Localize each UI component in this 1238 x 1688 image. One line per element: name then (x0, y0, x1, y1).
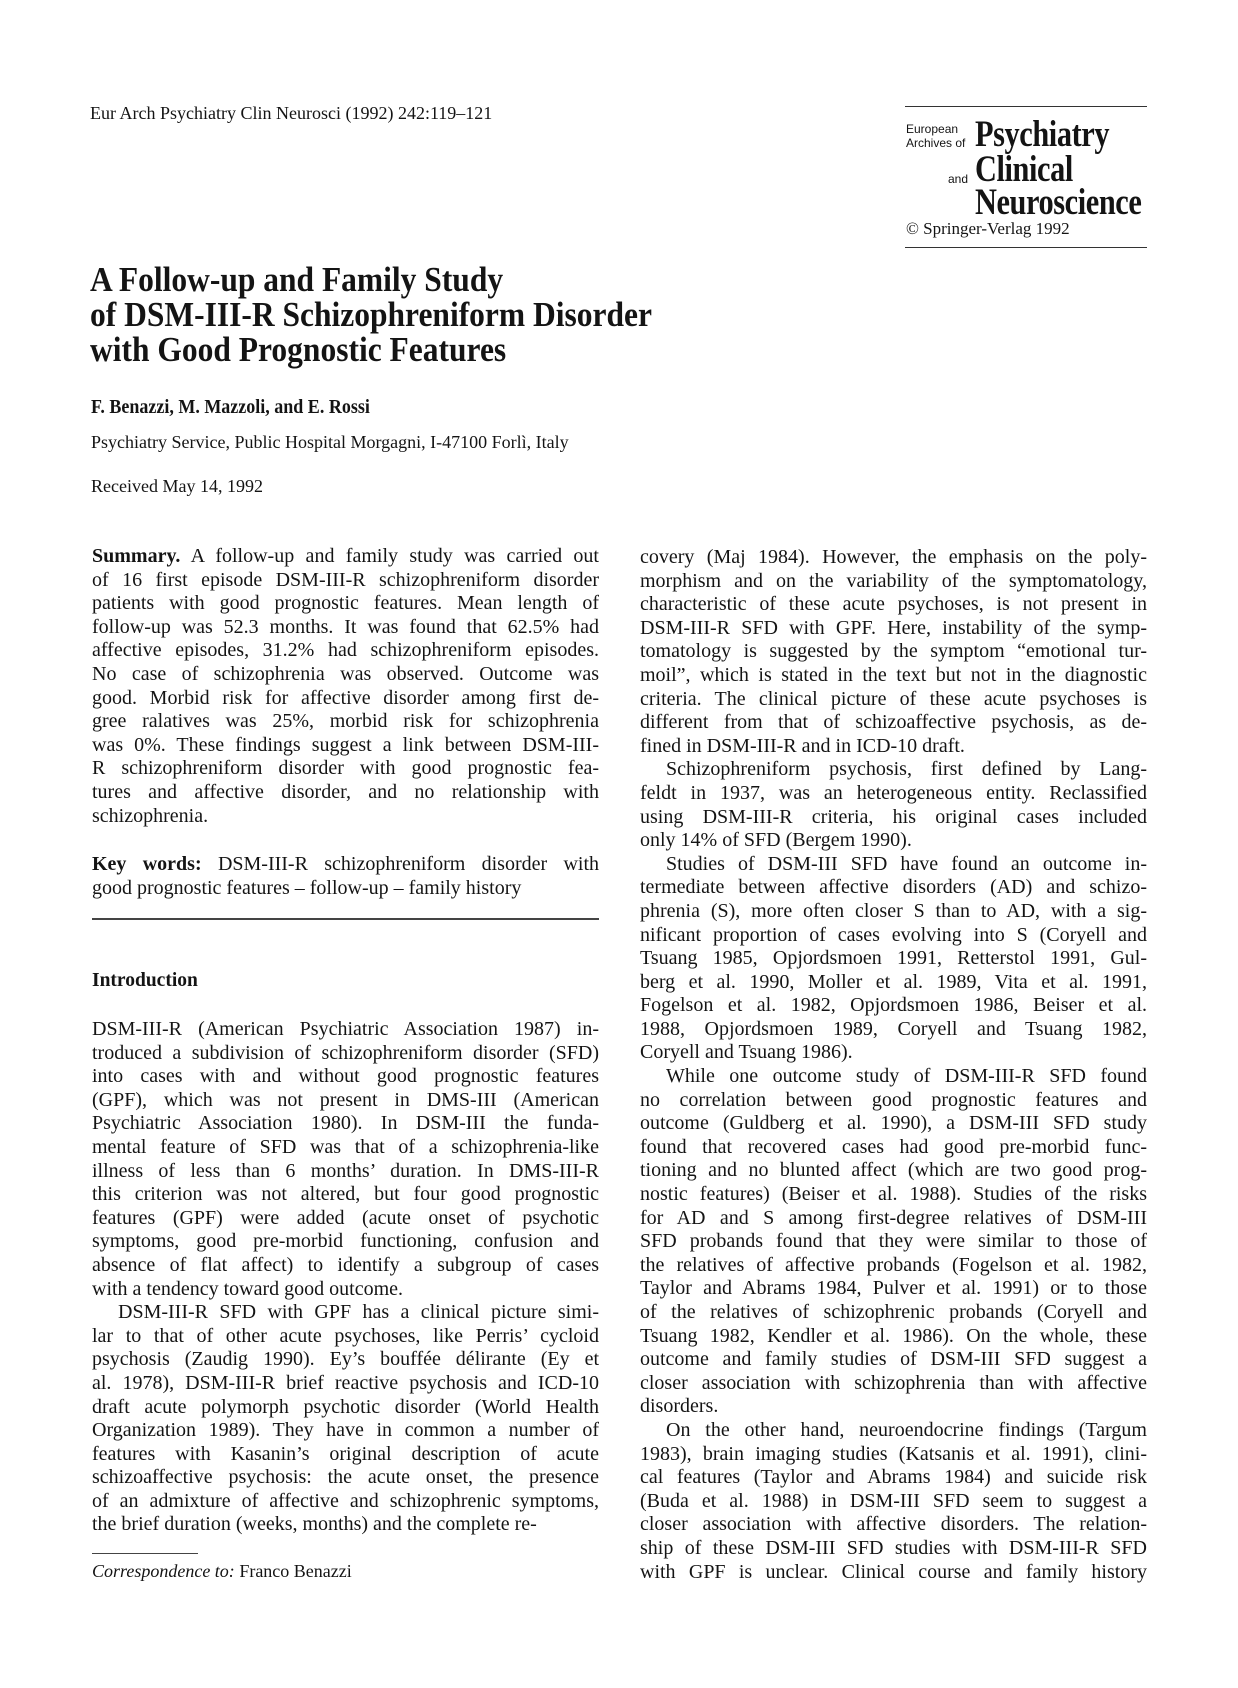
paragraph-line (92, 1160, 599, 1184)
line-text: different from that of schizoaffective psychosis, as de- (640, 711, 1147, 734)
paragraph-line (640, 1490, 1147, 1514)
line-text: DSM-III-R (American Psychiatric Association 1987) in- (92, 1018, 599, 1040)
line-text: berg et al. 1990, Moller et al. 1989, Vita et al. 1991, (640, 970, 1147, 993)
line-text: moil”, which is stated in the text but not in the diagnostic (640, 663, 1147, 686)
summary-line (92, 592, 599, 616)
keywords-label: Key words: (92, 853, 202, 875)
summary-line (92, 805, 599, 829)
line-text: into cases with and without good prognostic features (92, 1065, 599, 1088)
title-line: with Good Prognostic Features (90, 330, 507, 369)
paragraph-line (640, 1159, 1147, 1183)
line-text: outcome (Guldberg et al. 1990), a DSM-III SFD study (640, 1112, 1147, 1135)
paragraph-line (92, 1112, 599, 1136)
paragraph-line (640, 1395, 1147, 1419)
line-text: nostic features) (Beiser et al. 1988). Studies of the risks (640, 1183, 1147, 1206)
line-text: was 0%. These findings suggest a link between DSM-III- (92, 733, 599, 756)
paragraph-line (640, 640, 1147, 664)
summary-line (92, 687, 599, 711)
line-text: mental feature of SFD was that of a schizophrenia-like (92, 1135, 599, 1158)
line-text: Studies of DSM-III SFD have found an outcome in- (666, 852, 1147, 875)
line-text: symptoms, good pre-morbid functioning, confusion and (92, 1230, 599, 1253)
line-text: tomatology is suggested by the symptom “emotional tur- (640, 640, 1147, 663)
line-text: feldt in 1937, was an heterogeneous entity. Reclassified (640, 781, 1147, 804)
summary-line (92, 781, 599, 805)
line-text: morphism and on the variability of the symptomatology, (640, 569, 1147, 592)
line-text: closer association with affective disorders. The relation- (640, 1513, 1147, 1536)
line-text: for AD and S among first-degree relatives of DSM-III (640, 1206, 1147, 1229)
section-divider (92, 918, 599, 920)
paragraph-line (640, 1537, 1147, 1561)
line-text: of 16 first episode DSM-III-R schizophreniform disorder (92, 568, 599, 591)
line-text: features (GPF) were added (acute onset of psychotic (92, 1206, 599, 1229)
line-text: schizophrenia. (92, 804, 209, 827)
paragraph-line (640, 1065, 1147, 1089)
line-text: absence of flat affect) to identify a subgroup of cases (92, 1253, 599, 1276)
line-text: using DSM-III-R criteria, his original cases included (640, 805, 1147, 828)
paragraph-line (92, 1419, 599, 1443)
paragraph-line (640, 947, 1147, 971)
paragraph-line (640, 876, 1147, 900)
line-text: A follow-up and family study was carried out (190, 545, 599, 567)
paragraph-line (92, 1065, 599, 1089)
line-text: lar to that of other acute psychoses, like Perris’ cycloid (92, 1324, 599, 1347)
paragraph-line (92, 1513, 599, 1537)
line-text: 1988, Opjordsmoen 1989, Coryell and Tsuang 1982, (640, 1017, 1147, 1040)
correspondence-name: Franco Benazzi (239, 1561, 352, 1581)
paragraph-line (92, 1254, 599, 1278)
line-text: good. Morbid risk for affective disorder among first de- (92, 686, 599, 709)
line-text: no correlation between good prognostic features and (640, 1088, 1147, 1111)
paragraph-line (640, 1325, 1147, 1349)
line-text: illness of less than 6 months’ duration. In DMS-III-R (92, 1159, 599, 1182)
footnote-divider (92, 1553, 198, 1554)
paragraph-line (640, 971, 1147, 995)
line-text: fined in DSM-III-R and in ICD-10 draft. (640, 734, 965, 757)
journal-logo (905, 106, 1147, 248)
line-text: tures and affective disorder, and no relationship with (92, 780, 599, 803)
line-text: criteria. The clinical picture of these acute psychoses is (640, 687, 1147, 710)
line-text: follow-up was 52.3 months. It was found that 62.5% had (92, 615, 599, 638)
line-text: al. 1978), DSM-III-R brief reactive psychosis and ICD-10 (92, 1371, 599, 1394)
line-text: DSM-III-R SFD with GPF. Here, instability of the symp- (640, 616, 1147, 639)
line-text: nificant proportion of cases evolving into S (Coryell and (640, 923, 1147, 946)
summary-line (92, 710, 599, 734)
paragraph-line (92, 1207, 599, 1231)
paragraph-line (640, 924, 1147, 948)
line-text: Fogelson et al. 1982, Opjordsmoen 1986, Beiser et al. (640, 994, 1147, 1017)
line-text: (GPF), which was not present in DMS-III (American (92, 1088, 599, 1111)
paragraph-line (640, 782, 1147, 806)
summary-line (92, 616, 599, 640)
line-text: the relatives of affective probands (Fogelson et al. 1982, (640, 1253, 1147, 1276)
paragraph-line (92, 1230, 599, 1254)
summary-line (92, 734, 599, 758)
paragraph-line (640, 1443, 1147, 1467)
affiliation: Psychiatry Service, Public Hospital Morgagni, I-47100 Forlì, Italy (91, 432, 569, 452)
line-text: only 14% of SFD (Bergem 1990). (640, 829, 912, 852)
paragraph-line (640, 1136, 1147, 1160)
paragraph-line (640, 1466, 1147, 1490)
paragraph-line (92, 1042, 599, 1066)
paragraph-line (640, 1183, 1147, 1207)
paragraph-line (640, 1018, 1147, 1042)
summary (92, 545, 599, 828)
paragraph-line (92, 1278, 599, 1302)
line-text: Organization 1989). They have in common a number of (92, 1419, 599, 1442)
line-text: found that recovered cases had good pre-morbid func- (640, 1135, 1147, 1158)
line-text: R schizophreniform disorder with good prognostic fea- (92, 757, 599, 780)
line-text: features with Kasanin’s original description of acute (92, 1442, 599, 1465)
keywords-line (92, 853, 599, 877)
paragraph-line (640, 1230, 1147, 1254)
paragraph-line (92, 1301, 599, 1325)
paragraph-line (92, 1443, 599, 1467)
correspondence-footnote (92, 1561, 352, 1582)
paragraph-line (640, 1513, 1147, 1537)
line-text: cal features (Taylor and Abrams 1984) and suicide risk (640, 1466, 1147, 1489)
paragraph-line (640, 853, 1147, 877)
paragraph-line (640, 593, 1147, 617)
paragraph-line (640, 617, 1147, 641)
paragraph-line (640, 688, 1147, 712)
authors: F. Benazzi, M. Mazzoli, and E. Rossi (91, 396, 370, 418)
introduction-heading: Introduction (92, 970, 198, 991)
line-text: of the relatives of schizophrenic probands (Coryell and (640, 1301, 1147, 1323)
line-text: schizoaffective psychosis: the acute onset, the presence (92, 1466, 599, 1489)
introduction-body (92, 1018, 599, 1537)
line-text: termediate between affective disorders (AD) and schizo- (640, 876, 1147, 899)
paragraph-line (640, 1419, 1147, 1443)
paragraph-line (640, 806, 1147, 830)
keywords (92, 853, 599, 900)
logo-and: and (948, 172, 969, 186)
line-text: No case of schizophrenia was observed. Outcome was (92, 662, 599, 685)
paragraph-line (640, 570, 1147, 594)
line-text: DSM-III-R SFD with GPF has a clinical picture simi- (118, 1301, 599, 1324)
logo-psychiatry: Psychiatry (975, 114, 1110, 155)
line-text: While one outcome study of DSM-III-R SFD found (666, 1065, 1147, 1088)
line-text: disorders. (640, 1395, 719, 1418)
summary-line (92, 569, 599, 593)
paragraph-line (640, 1372, 1147, 1396)
line-text: good prognostic features – follow-up – family history (92, 876, 522, 899)
paragraph-line (640, 900, 1147, 924)
paragraph-line (640, 1089, 1147, 1113)
line-text: patients with good prognostic features. Mean length of (92, 592, 599, 615)
line-text: On the other hand, neuroendocrine findings (Targum (666, 1418, 1147, 1441)
paragraph-line (92, 1372, 599, 1396)
line-text: ship of these DSM-III SFD studies with DSM-III-R SFD (640, 1536, 1147, 1559)
paragraph-line (640, 994, 1147, 1018)
line-text: outcome and family studies of DSM-III SFD suggest a (640, 1348, 1147, 1371)
paragraph-line (640, 1301, 1147, 1325)
logo-neuroscience: Neuroscience (975, 182, 1142, 223)
line-text: tioning and no blunted affect (which are two good prog- (640, 1159, 1147, 1182)
line-text: of an admixture of affective and schizophrenic symptoms, (92, 1489, 599, 1512)
paragraph-line (640, 1561, 1147, 1585)
line-text: DSM-III-R schizophreniform disorder with (217, 853, 599, 875)
line-text: 1983), brain imaging studies (Katsanis et al. 1991), clini- (640, 1442, 1147, 1465)
line-text: Psychiatric Association 1980). In DSM-III the funda- (92, 1112, 599, 1135)
paragraph-line (640, 546, 1147, 570)
paragraph-line (92, 1325, 599, 1349)
paragraph-line (92, 1466, 599, 1490)
line-text: Tsuang 1982, Kendler et al. 1986). On the whole, these (640, 1324, 1147, 1347)
paragraph-line (640, 1254, 1147, 1278)
logo-clinical: Clinical (975, 149, 1073, 190)
paragraph-line (92, 1348, 599, 1372)
line-text: draft acute polymorph psychotic disorder (World Health (92, 1395, 599, 1418)
title-line: A Follow-up and Family Study (90, 260, 504, 299)
paragraph-line (92, 1089, 599, 1113)
summary-line (92, 663, 599, 687)
line-text: with a tendency toward good outcome. (92, 1277, 404, 1300)
paragraph-line (92, 1183, 599, 1207)
paragraph-line (640, 829, 1147, 853)
line-text: troduced a subdivision of schizophreniform disorder (SFD) (92, 1041, 599, 1064)
line-text: this criterion was not altered, but four good prognostic (92, 1183, 599, 1206)
paragraph-line (640, 1207, 1147, 1231)
line-text: with GPF is unclear. Clinical course and family history (640, 1560, 1147, 1583)
paragraph-line (640, 711, 1147, 735)
line-text: phrenia (S), more often closer S than to AD, with a sig- (640, 899, 1147, 922)
correspondence-label: Correspondence to: (92, 1561, 235, 1581)
paragraph-line (640, 1277, 1147, 1301)
line-text: covery (Maj 1984). However, the emphasis on the poly- (640, 546, 1147, 568)
paragraph-line (640, 1348, 1147, 1372)
right-column-body (640, 546, 1147, 1584)
received-date: Received May 14, 1992 (91, 476, 263, 496)
line-text: Taylor and Abrams 1984, Pulver et al. 1991) or to those (640, 1277, 1147, 1300)
paragraph-line (640, 1041, 1147, 1065)
summary-line (92, 545, 599, 569)
logo-archives-of: Archives of (906, 136, 966, 150)
article-title (90, 262, 652, 367)
line-text: gree ralatives was 25%, morbid risk for schizophrenia (92, 710, 599, 733)
paragraph-line (92, 1018, 599, 1042)
line-text: Schizophreniform psychosis, first defined by Lang- (666, 758, 1147, 781)
summary-line (92, 639, 599, 663)
paragraph-line (640, 735, 1147, 759)
line-text: characteristic of these acute psychoses, is not present in (640, 593, 1147, 616)
running-header: Eur Arch Psychiatry Clin Neurosci (1992) 242:119–121 (90, 103, 493, 123)
summary-line (92, 757, 599, 781)
line-text: the brief duration (weeks, months) and the complete re- (92, 1513, 537, 1536)
line-text: (Buda et al. 1988) in DSM-III SFD seem to suggest a (640, 1489, 1147, 1512)
line-text: psychosis (Zaudig 1990). Ey’s bouffée délirante (Ey et (92, 1348, 599, 1371)
line-text: closer association with schizophrenia than with affective (640, 1371, 1147, 1394)
keywords-line (92, 877, 599, 901)
paragraph-line (640, 758, 1147, 782)
line-text: affective episodes, 31.2% had schizophreniform episodes. (92, 639, 599, 662)
title-line: of DSM-III-R Schizophreniform Disorder (90, 295, 653, 334)
paragraph-line (92, 1136, 599, 1160)
line-text: Coryell and Tsuang 1986). (640, 1041, 853, 1064)
logo-european: European (906, 122, 959, 136)
logo-copyright: © Springer-Verlag 1992 (906, 219, 1070, 238)
paragraph-line (92, 1490, 599, 1514)
summary-label: Summary. (92, 545, 181, 567)
line-text: SFD probands found that they were similar to those of (640, 1230, 1147, 1253)
paragraph-line (640, 664, 1147, 688)
line-text: Tsuang 1985, Opjordsmoen 1991, Retterstol 1991, Gul- (640, 947, 1147, 970)
paragraph-line (640, 1112, 1147, 1136)
paragraph-line (92, 1396, 599, 1420)
